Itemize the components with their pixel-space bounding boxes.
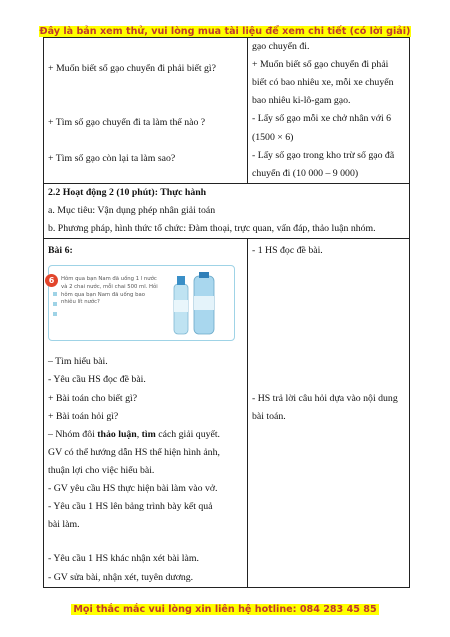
text-line: - GV yêu cầu HS thực hiện bài làm vào vở. (48, 483, 218, 495)
activity-title: 2.2 Hoạt động 2 (10 phút): Thực hành (48, 186, 207, 198)
question-line: + Tìm số gạo còn lại ta làm sao? (48, 153, 176, 165)
bullet-icons (53, 292, 57, 322)
text-line: - HS trả lời câu hỏi dựa vào nội dung (252, 393, 398, 405)
text-line: – Tìm hiểu bài. (48, 356, 108, 368)
text-line: - Yêu cầu 1 HS khác nhận xét bài làm. (48, 553, 199, 565)
bottom-banner: Mọi thắc mắc vui lòng xin liên hệ hotline: 084 283 45 85 (73, 604, 377, 615)
question-line: + Tìm số gạo chuyển đi ta làm thế nào ? (48, 117, 206, 129)
activity-section (44, 183, 410, 238)
exercise-text: Hôm qua bạn Nam đã uống 1 l nước và 2 chai nước, mỗi chai 500 ml. Hỏi hôm qua bạn Nam đã uống bao nhiêu lít nước? (61, 276, 158, 306)
exercise-number-badge: 6 (45, 274, 58, 287)
student-column (248, 239, 410, 587)
text-line: + Muốn biết số gạo chuyển đi phải (252, 59, 389, 71)
text-line: bài làm. (48, 519, 80, 531)
teacher-column (44, 38, 248, 184)
text-line: (1500 × 6) (252, 131, 294, 143)
lesson-table (43, 37, 410, 588)
text-line: + Bài toán cho biết gì? (48, 392, 138, 404)
text-line: bài toán. (252, 411, 286, 423)
text-line: + Bài toán hỏi gì? (48, 410, 119, 422)
table-row (44, 239, 410, 587)
student-column (248, 38, 410, 184)
text-line: GV có thể hướng dẫn HS thể hiện hình ảnh, (48, 446, 220, 458)
text-line: chuyển đi (10 000 – 9 000) (252, 167, 359, 179)
text-line: - Lấy số gạo mỗi xe chở nhân với 6 (252, 113, 392, 125)
text-line: - Yêu cầu 1 HS lên bảng trình bày kết quả (48, 501, 213, 513)
exercise-card (48, 265, 235, 341)
question-line: + Muốn biết số gạo chuyển đi phải biết gì? (48, 63, 216, 74)
text-line: - 1 HS đọc đề bài. (252, 245, 323, 257)
exercise-title: Bài 6: (48, 245, 73, 257)
top-banner: Đây là bản xem thử, vui lòng mua tài liệu để xem chi tiết (có lời giải) (39, 26, 411, 37)
text-line: biết có bao nhiêu xe, mỗi xe chuyển (252, 77, 394, 89)
text-line: - GV sửa bài, nhận xét, tuyên dương. (48, 571, 194, 583)
table-row (44, 38, 410, 184)
text-line: - Yêu cầu HS đọc đề bài. (48, 374, 146, 386)
table-row (44, 183, 410, 238)
teacher-column (44, 239, 248, 587)
text-line: bao nhiêu ki-lô-gam gạo. (252, 95, 351, 107)
water-bottles-icon (166, 272, 226, 336)
activity-objective: a. Mục tiêu: Vận dụng phép nhân giải toán (48, 204, 216, 216)
text-line: gạo chuyển đi. (252, 41, 310, 52)
activity-method: b. Phương pháp, hình thức tổ chức: Đàm thoại, trực quan, vấn đáp, thảo luận nhóm. (48, 223, 376, 235)
text-line: thuận lợi cho việc hiểu bài. (48, 464, 155, 476)
text-line: – Nhóm đôi thảo luận, tìm cách giải quyết. (48, 428, 221, 440)
text-line: - Lấy số gạo trong kho trừ số gạo đã (252, 149, 395, 161)
